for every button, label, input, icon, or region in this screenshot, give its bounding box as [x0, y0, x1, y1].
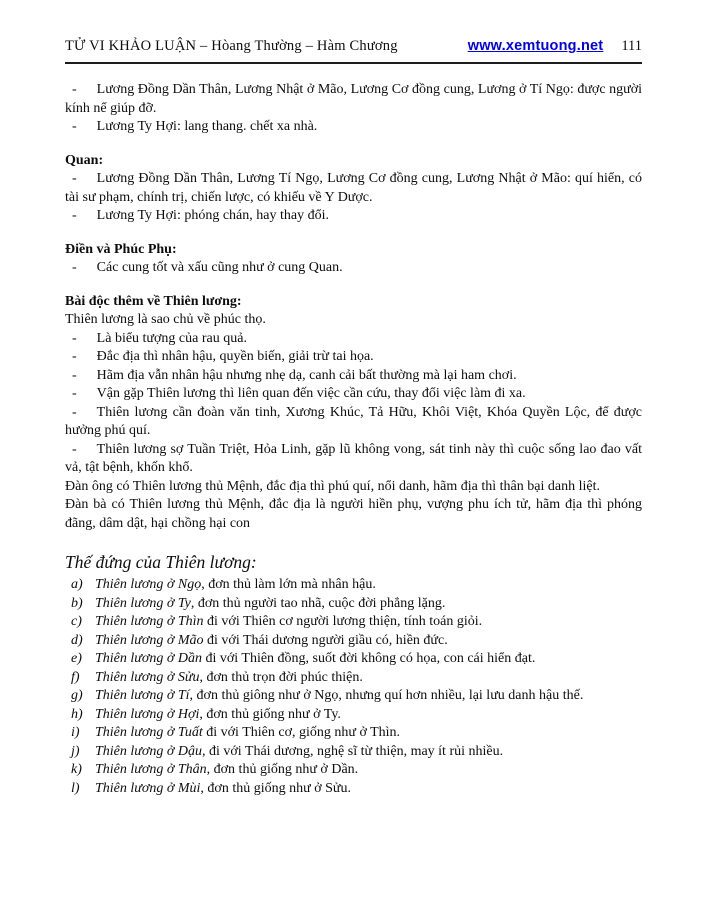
- list-marker: e): [71, 651, 82, 666]
- list-marker: l): [71, 780, 80, 796]
- document-title: TỬ VI KHẢO LUẬN – Hòang Thường – Hàm Chương: [65, 38, 398, 54]
- list-marker: i): [71, 725, 80, 740]
- list-item-lead: Thiên lương ở Tuất: [95, 725, 203, 740]
- list-item: [65, 613, 642, 632]
- bullet-text: Lương Đồng Dần Thân, Lương Nhật ở Mão, Lương Cơ đồng cung, Lương ở Tí Ngọ: được người kính nể giúp đỡ.: [65, 82, 642, 116]
- list-item-lead: Thiên lương ở Thân: [95, 762, 207, 777]
- section-heading-italic: Thế đứng của Thiên lương:: [65, 552, 257, 572]
- list-item-tail: đi với Thái dương người giầu có, hiền đức.: [203, 632, 448, 648]
- list-item: [65, 780, 642, 799]
- list-item-lead: Thiên lương ở Sửu: [95, 669, 200, 685]
- list-item-tail: đi với Thiên cơ người lương thiện, tính toán giỏi.: [203, 614, 483, 629]
- bullet-dash: -: [72, 260, 77, 275]
- paragraph: Đàn bà có Thiên lương thủ Mệnh, đắc địa là người hiền phụ, vượng phu ích tử, hãm địa thì phóng đãng, dâm dật, hại chồng hại con: [65, 497, 642, 531]
- list-marker: k): [71, 762, 82, 777]
- section-heading: Bài độc thêm về Thiên lương:: [65, 293, 242, 309]
- list-item: [65, 743, 642, 762]
- section-bai-doc-them: [65, 293, 642, 534]
- list-item: [65, 632, 642, 651]
- section-intro: [65, 81, 642, 137]
- bullet-dash: -: [72, 119, 77, 134]
- list-item-lead: Thiên lương ở Dậu,: [95, 743, 206, 759]
- bullet-dash: -: [72, 349, 77, 364]
- list-marker: b): [71, 595, 83, 611]
- list-item-tail: đi với Thái dương, nghệ sĩ từ thiện, may ít rủi nhiều.: [205, 743, 504, 759]
- website-link[interactable]: www.xemtuong.net: [467, 38, 604, 54]
- bullet-dash: -: [72, 367, 77, 383]
- list-item-tail: , đơn thủ giông như ở Ngọ, nhưng quí hơn nhiều, lại lưu danh hậu thế.: [189, 688, 584, 703]
- list-item: [65, 669, 642, 688]
- list-marker: c): [71, 614, 82, 629]
- section-intro-line: Thiên lương là sao chủ về phúc thọ.: [65, 312, 266, 327]
- section-the-dung: [65, 550, 642, 798]
- list-item: [65, 595, 642, 614]
- bullet-item: [65, 330, 642, 349]
- list-marker: a): [71, 577, 83, 592]
- list-item-lead: Thiên lương ở Ty: [95, 595, 191, 611]
- bullet-item: [65, 170, 642, 207]
- bullet-dash: -: [72, 386, 77, 401]
- header-right-group: [468, 38, 642, 55]
- page-number: 111: [621, 38, 642, 54]
- list-marker: j): [71, 743, 80, 759]
- bullet-dash: -: [72, 208, 77, 223]
- bullet-item: [65, 259, 642, 278]
- section-heading: Điền và Phúc Phụ:: [65, 241, 177, 257]
- list-item-tail: , đơn thủ giống như ở Ty.: [199, 706, 341, 722]
- list-item-lead: Thiên lương ở Tí: [95, 688, 190, 703]
- bullet-dash: -: [72, 171, 77, 186]
- bullet-text: Lương Ty Hợi: lang thang. chết xa nhà.: [96, 119, 318, 134]
- bullet-item: [65, 441, 642, 478]
- list-item: [65, 650, 642, 669]
- bullet-text: Lương Đồng Dần Thân, Lương Tí Ngọ, Lương Cơ đồng cung, Lương Nhật ở Mão: quí hiển, có tài sư phạm, chính trị, chiến lược, có khiếu về Y Dược.: [65, 171, 642, 205]
- list-item-lead: Thiên lương ở Thìn: [95, 614, 204, 629]
- list-item-tail: đi với Thiên cơ, giống như ở Thìn.: [202, 725, 401, 740]
- bullet-item: [65, 385, 642, 404]
- bullet-item: [65, 348, 642, 367]
- list-item-tail: , đơn thủ làm lớn mà nhân hậu.: [201, 577, 376, 592]
- list-marker: f): [71, 669, 80, 685]
- bullet-dash: -: [72, 404, 77, 420]
- bullet-text: Hãm địa vẫn nhân hậu nhưng nhẹ dạ, canh cải bất thường mà lại ham chơi.: [96, 367, 517, 383]
- list-item-tail: , đơn thủ trọn đời phúc thiện.: [199, 669, 363, 685]
- page-header: [65, 38, 642, 64]
- bullet-dash: -: [72, 82, 77, 97]
- list-item-tail: , đơn thủ giống như ở Dần.: [206, 762, 359, 777]
- bullet-item: [65, 118, 642, 137]
- bullet-text: Đắc địa thì nhân hậu, quyền biến, giải trừ tai họa.: [96, 349, 374, 364]
- list-item-lead: Thiên lương ở Hợi: [95, 706, 200, 722]
- bullet-text: Vận gặp Thiên lương thì liên quan đến việc cần cứu, thay đổi việc làm đi xa.: [96, 386, 526, 401]
- bullet-text: Lương Ty Hợi: phóng chán, hay thay đổi.: [96, 208, 329, 223]
- bullet-text: Thiên lương sợ Tuần Triệt, Hỏa Linh, gặp lũ không vong, sát tinh này thì cuộc sống lao đao vất vả, tật bệnh, khốn khổ.: [65, 441, 642, 475]
- list-item: [65, 706, 642, 725]
- list-item-lead: Thiên lương ở Dần: [95, 651, 202, 666]
- list-item: [65, 724, 642, 743]
- bullet-text: Các cung tốt và xấu cũng như ở cung Quan.: [96, 260, 343, 275]
- bullet-item: [65, 207, 642, 226]
- bullet-item: [65, 367, 642, 386]
- list-marker: h): [71, 706, 83, 722]
- list-item: [65, 687, 642, 706]
- section-heading: Quan:: [65, 152, 104, 168]
- list-item-lead: Thiên lương ở Mùi: [95, 780, 201, 796]
- list-item-tail: , đơn thủ giống như ở Sửu.: [200, 780, 351, 796]
- bullet-dash: -: [72, 441, 77, 457]
- list-item: [65, 761, 642, 780]
- list-item-tail: đi với Thiên đồng, suốt đời không có họa, con cái hiển đạt.: [201, 651, 536, 666]
- list-item: [65, 576, 642, 595]
- bullet-dash: -: [72, 330, 77, 346]
- section-quan: [65, 152, 642, 226]
- bullet-item: [65, 404, 642, 441]
- list-marker: g): [71, 688, 83, 703]
- bullet-text: Thiên lương cần đoàn văn tinh, Xương Khúc, Tả Hữu, Khôi Việt, Khóa Quyền Lộc, để được hưởng phú quí.: [65, 404, 642, 438]
- paragraph: Đàn ông có Thiên lương thủ Mệnh, đắc địa thì phú quí, nổi danh, hãm địa thì thân bại danh liệt.: [65, 478, 600, 494]
- list-item-tail: , đơn thủ người tao nhã, cuộc đời phẳng lặng.: [190, 595, 446, 611]
- section-dien-phuc-phu: [65, 241, 642, 278]
- bullet-text: Là biểu tượng của rau quả.: [96, 330, 247, 346]
- list-item-lead: Thiên lương ở Mão: [95, 632, 204, 648]
- list-item-lead: Thiên lương ở Ngọ: [95, 577, 202, 592]
- list-marker: d): [71, 632, 83, 648]
- bullet-item: [65, 81, 642, 118]
